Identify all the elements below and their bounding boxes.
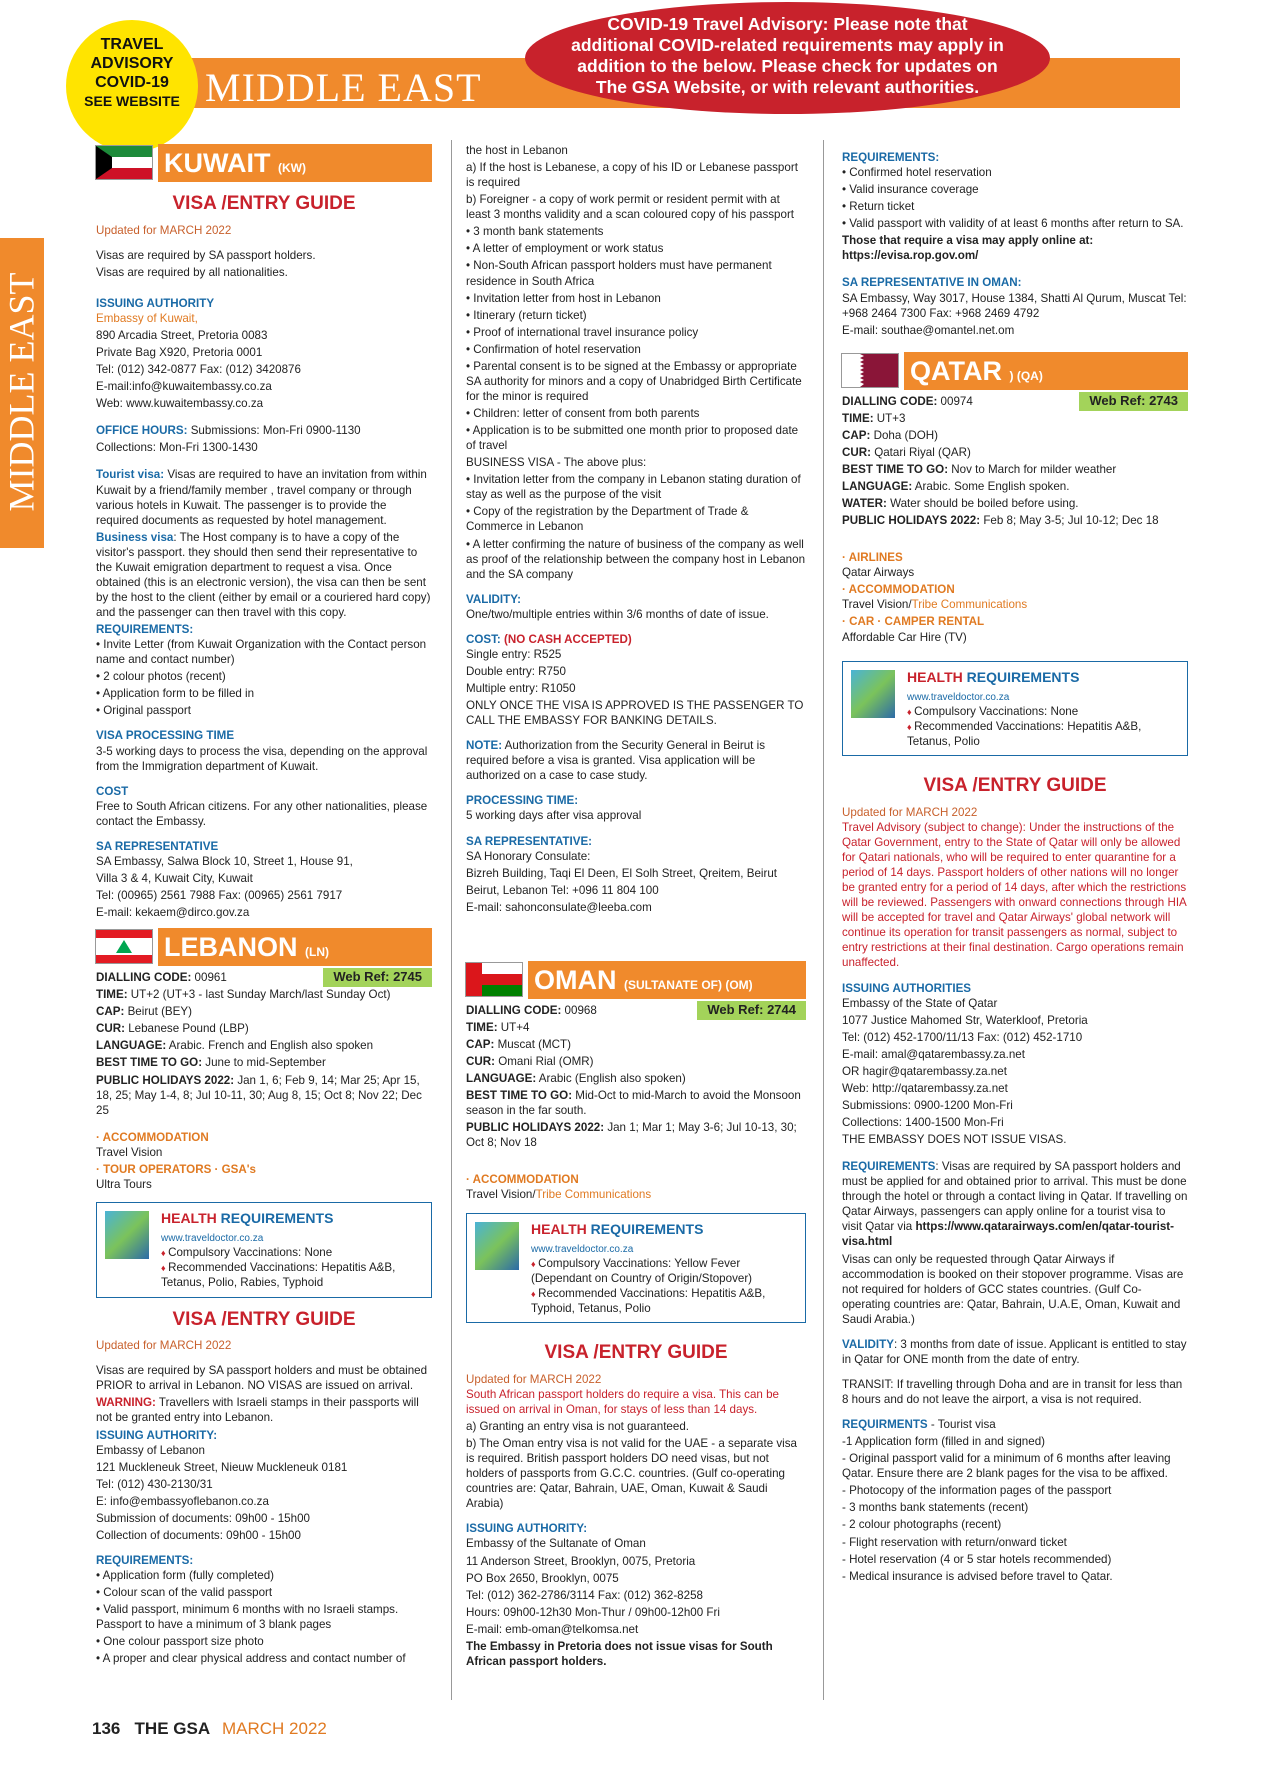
text: E-mail:info@kuwaitembassy.co.za	[96, 380, 272, 394]
office-hours	[96, 423, 432, 438]
section-label: · ACCOMMODATION	[96, 1130, 209, 1144]
text: Tel: (012) 362-2786/3114 Fax: (012) 362-8258	[466, 1588, 703, 1602]
fact-value: 00974	[937, 394, 973, 408]
text: Visas are required by SA passport holders.	[96, 248, 316, 262]
list-item: -1 Application form (filled in and signed)	[842, 1435, 1045, 1449]
text: Embassy of Kuwait,	[96, 311, 198, 325]
health-box	[842, 661, 1188, 757]
list-item: • Return ticket	[842, 200, 915, 214]
text: Authorization from the Security General in Beirut is required before a visa is granted. Visa application will be authorized on a case to case study.	[466, 739, 765, 783]
issue-date: MARCH 2022	[222, 1719, 327, 1738]
lebanon-flag-icon	[96, 930, 152, 963]
text: a) If the host is Lebanese, a copy of his ID or Lebanese passport is required	[466, 161, 798, 190]
fact-label: DIALLING CODE:	[842, 394, 938, 408]
text: Single entry: R525	[466, 647, 562, 661]
fact-label: CAP:	[96, 1005, 125, 1019]
updated-date: Updated for MARCH 2022	[96, 223, 232, 237]
list-item: • Parental consent is to be signed at the Embassy or appropriate SA authority for minors and a copy of Unabridged Birth Certificate for the minor is required	[466, 359, 802, 403]
text: Double entry: R750	[466, 664, 566, 678]
page-footer	[92, 1718, 210, 1740]
text: E-mail: amal@qatarembassy.za.net	[842, 1047, 1025, 1061]
fact-value: June to mid-September	[202, 1056, 326, 1070]
fact-value: Doha (DOH)	[870, 428, 938, 442]
text: b) The Oman entry visa is not valid for the UAE - a separate visa is required. British passport holders DO need visas, but not holders of passports from G.C.C. countries. (Gulf co-operating countries are: Qatar, Bahrain, UAE, Oman, Kuwait & Saudi Arabia)	[466, 1437, 797, 1511]
fact-label: TIME:	[842, 411, 874, 425]
fact-label: BEST TIME TO GO:	[842, 462, 949, 476]
section-label: COST	[96, 784, 129, 798]
list-item: • Non-South African passport holders must have permanent residence in South Africa	[466, 259, 772, 288]
section-label: ISSUING AUTHORITY:	[466, 1522, 588, 1536]
column-divider	[823, 140, 824, 1700]
list-item: - 3 months bank statements (recent)	[842, 1501, 1029, 1515]
kuwait-title: KUWAIT (KW)	[158, 144, 432, 182]
covid-badge	[66, 20, 198, 152]
fact-label: PUBLIC HOLIDAYS 2022:	[842, 514, 981, 528]
badge-line: TRAVEL	[100, 36, 164, 53]
list-item: • Original passport	[96, 704, 191, 718]
fact-label: WATER:	[842, 497, 887, 511]
list-item: • Application form (fully completed)	[96, 1569, 275, 1582]
text: South African passport holders do require a visa. This can be issued on arrival in Oman, for stays of less than 14 days.	[466, 1387, 779, 1416]
fact-label: CUR:	[96, 1022, 125, 1036]
fact-value: 00968	[561, 1003, 597, 1017]
fact-label: CUR:	[466, 1055, 495, 1068]
text: Ultra Tours	[96, 1177, 152, 1191]
updated-date: Updated for MARCH 2022	[842, 805, 978, 819]
text: - Tourist visa	[927, 1418, 996, 1432]
health-title: HEALTH REQUIREMENTS www.traveldoctor.co.za	[907, 668, 1080, 703]
fact-value: 00961	[191, 971, 227, 985]
fact-value: UT+3	[873, 411, 906, 425]
section-label: VISA PROCESSING TIME	[96, 729, 235, 743]
fact-label: CAP:	[466, 1037, 495, 1051]
text: SA Embassy, Salwa Block 10, Street 1, House 91,	[96, 854, 353, 868]
list-item: - Hotel reservation (4 or 5 star hotels recommended)	[842, 1552, 1112, 1566]
text: 5 working days after visa approval	[466, 809, 642, 823]
list-item: • A letter confirming the nature of business of the company as well as proof of the relationship between the company host in Lebanon and the SA company	[466, 537, 806, 581]
oman-facts	[466, 1003, 806, 1151]
visa-guide-title: VISA /ENTRY GUIDE	[172, 1308, 356, 1330]
text: Visas are required by all nationalities.	[96, 265, 288, 279]
fact-label: TIME:	[466, 1020, 498, 1034]
text: Beirut, Lebanon Tel: +096 11 804 100	[466, 883, 659, 897]
fact-label: PUBLIC HOLIDAYS 2022:	[466, 1121, 605, 1135]
list-item: • Confirmed hotel reservation	[842, 166, 992, 180]
list-item: • Application form to be filled in	[96, 687, 255, 701]
list-item: ♦ Compulsory Vaccinations: None	[907, 704, 1179, 719]
cost-heading: COST: (NO CASH ACCEPTED)	[466, 632, 632, 646]
text: 890 Arcadia Street, Pretoria 0083	[96, 329, 268, 342]
section-label: SA REPRESENTATIVE	[96, 839, 219, 853]
list-item: • Invitation letter from host in Lebanon	[466, 291, 661, 305]
visa-guide-title: VISA /ENTRY GUIDE	[544, 1342, 728, 1364]
text: The Embassy in Pretoria does not issue visas for South African passport holders.	[466, 1639, 773, 1668]
fact-value: Jan 1, 6; Feb 9, 14; Mar 25; Apr 15, 18, 25; May 1-4, 8; Jul 10-11, 30; Aug 8, 15; Oct 8; Nov 22; Dec 25	[96, 1073, 422, 1117]
text: PO Box 2650, Brooklyn, 0075	[466, 1571, 619, 1585]
note	[466, 738, 806, 783]
text: Web: www.kuwaitembassy.co.za	[96, 397, 264, 411]
text: Tel: (012) 342-0877 Fax: (012) 3420876	[96, 363, 301, 377]
list-item: • One colour passport size photo	[96, 1635, 264, 1649]
list-item: • Valid passport, minimum 6 months with no Israeli stamps. Passport to have a minimum of 3 blank pages	[96, 1603, 399, 1632]
text: One/two/multiple entries within 3/6 months of date of issue.	[466, 607, 769, 621]
section-label: NOTE:	[466, 739, 503, 753]
health-title: HEALTH REQUIREMENTS www.traveldoctor.co.za	[531, 1220, 704, 1255]
visa-link[interactable]: https://www.qatarairways.com/en/qatar-tourist-visa.html	[842, 1220, 1174, 1249]
visa-guide-title: VISA /ENTRY GUIDE	[923, 775, 1107, 797]
list-item: • 3 month bank statements	[466, 225, 604, 239]
section-label: VALIDITY:	[466, 592, 521, 606]
text: BUSINESS VISA - The above plus:	[466, 456, 647, 470]
warning	[96, 1395, 432, 1425]
fact-label: CAP:	[842, 428, 871, 442]
section-label: REQUIRMENTS	[842, 1418, 928, 1432]
section-label: PROCESSING TIME:	[466, 794, 579, 808]
text: Submissions: Mon-Fri 0900-1130	[190, 424, 361, 438]
web-ref: Web Ref: 2745	[323, 968, 432, 987]
fact-value: UT+4	[497, 1020, 530, 1034]
text: Visas can only be requested through Qatar Airways if accommodation is booked on their stopover programme. Visas are not required for holders of GCC states countries. (Gulf Co-operating countries are: Qatar, Bahrain, U.A.E, Oman, Kuwait and Saudi Arabia.)	[842, 1252, 1184, 1326]
text: TRANSIT: If travelling through Doha and are in transit for less than 8 hours and do not leave the airport, a visa is not required.	[842, 1377, 1183, 1406]
text: E-mail: southae@omantel.net.om	[842, 323, 1015, 337]
list-item: • Children: letter of consent from both parents	[466, 407, 700, 420]
text: OR hagir@qatarembassy.za.net	[842, 1064, 1007, 1078]
fact-label: LANGUAGE:	[466, 1072, 537, 1086]
section-label: REQUIREMENTS	[842, 1160, 936, 1174]
text: Visas are required by SA passport holders and must be obtained PRIOR to arrival in Lebanon. NO VISAS are issued on arrival.	[96, 1364, 428, 1393]
text: SA Honorary Consulate:	[466, 849, 591, 863]
health-title: HEALTH REQUIREMENTS www.traveldoctor.co.za	[161, 1209, 334, 1245]
text: 1077 Justice Mahomed Str, Waterkloof, Pretoria	[842, 1013, 1088, 1027]
text: E: info@embassyoflebanon.co.za	[96, 1494, 269, 1508]
fact-value: UT+2 (UT+3 - last Sunday March/last Sunday Oct)	[127, 988, 391, 1002]
section-label: ISSUING AUTHORITIES	[842, 981, 972, 995]
section-label: · CAR · CAMPER RENTAL	[842, 615, 985, 629]
list-item: ♦ Recommended Vaccinations: Hepatitis A&B, Tetanus, Polio, Rabies, Typhoid	[161, 1260, 423, 1290]
list-item: • A proper and clear physical address and contact number of	[96, 1652, 406, 1666]
updated-date: Updated for MARCH 2022	[96, 1339, 232, 1353]
fact-value: Beirut (BEY)	[124, 1005, 192, 1019]
text: Hours: 09h00-12h30 Mon-Thur / 09h00-12h00 Fri	[466, 1605, 720, 1619]
fact-label: BEST TIME TO GO:	[466, 1089, 573, 1103]
list-item: • 2 colour photos (recent)	[96, 670, 226, 684]
text: a) Granting an entry visa is not guaranteed.	[466, 1420, 689, 1433]
web-ref: Web Ref: 2743	[1079, 392, 1188, 411]
qatar-requirements	[842, 1159, 1188, 1249]
lebanon-title: LEBANON (LN)	[158, 928, 432, 966]
warning-label: WARNING:	[96, 1396, 156, 1410]
fact-label: LANGUAGE:	[96, 1039, 167, 1053]
list-item: • Application is to be submitted one month prior to proposed date of travel	[466, 424, 799, 453]
list-item: - Original passport valid for a minimum of 6 months after leaving Qatar. Ensure there are 2 blank pages for the visa to be affixed.	[842, 1452, 1171, 1481]
fact-value: Arabic. French and English also spoken	[166, 1039, 374, 1053]
validity	[842, 1337, 1188, 1367]
section-label: SA REPRESENTATIVE IN OMAN:	[842, 276, 1022, 290]
fact-value: Omani Rial (OMR)	[494, 1055, 594, 1068]
badge-line: ADVISORY	[90, 55, 174, 72]
fact-value: Arabic (English also spoken)	[536, 1072, 686, 1086]
business-visa	[96, 530, 432, 620]
fact-value: Jan 1; Mar 1; May 3-6; Jul 10-13, 30; Oct 8; Nov 18	[466, 1121, 797, 1150]
travel-advisory: Travel Advisory (subject to change): Under the instructions of the Qatar Government, entry to the State of Qatar will only be allowed for Qatari nationals, who will be required to enter quarantine for a period of 14 days. Passport holders of other nations will no longer be granted entry for a period of 14 days, after which the restrictions will be reviewed. Passengers with onward connections through HIA will be accepted for travel and Qatar Airways' global network will continue its operation for transit passengers as normal, subject to entry restrictions at their final destination. Cargo operations remain unaffected.	[842, 820, 1187, 970]
text: Bizreh Building, Taqi El Deen, El Solh Street, Qreitem, Beirut	[466, 866, 778, 880]
oman-flag-icon	[466, 963, 522, 996]
side-tab-label: MIDDLE EAST	[1, 272, 42, 512]
text: Affordable Car Hire (TV)	[842, 630, 967, 644]
visa-guide-title: VISA /ENTRY GUIDE	[172, 193, 356, 214]
section-label: OFFICE HOURS:	[96, 424, 188, 438]
section-label: ISSUING AUTHORITY	[96, 296, 215, 310]
health-box	[96, 1202, 432, 1298]
accommodation: Travel Vision/Tribe Communications	[466, 1188, 652, 1202]
text: : 3 months from date of issue. Applicant is entitled to stay in Qatar for ONE month from the date of entry.	[842, 1337, 1187, 1366]
covid-notice: COVID-19 Travel Advisory: Please note that additional COVID-related requirements may apply in addition to the below. Please check for updates on The GSA Website, or with relevant authorities.	[525, 2, 1050, 114]
text: Villa 3 & 4, Kuwait City, Kuwait	[96, 871, 253, 885]
section-label: · ACCOMMODATION	[842, 583, 955, 597]
fact-value: Arabic. Some English spoken.	[912, 480, 1070, 493]
list-item: • Proof of international travel insurance policy	[466, 325, 699, 339]
list-item: ♦ Compulsory Vaccinations: None	[161, 1245, 423, 1260]
oman-title: OMAN (SULTANATE OF) (OM)	[528, 961, 806, 999]
list-item: ♦ Recommended Vaccinations: Hepatitis A&B, Tetanus, Polio	[907, 719, 1179, 749]
fact-value: Feb 8; May 3-5; Jul 10-12; Dec 18	[980, 514, 1159, 528]
text: Free to South African citizens. For any other nationalities, please contact the Embassy.	[96, 799, 428, 828]
column-divider	[451, 140, 452, 1700]
text: Qatar Airways	[842, 566, 915, 580]
fact-label: LANGUAGE:	[842, 480, 913, 493]
section-label: REQUIREMENTS:	[96, 623, 194, 637]
fact-label: CUR:	[842, 445, 871, 459]
kuwait-banner	[96, 144, 432, 182]
list-item: - 2 colour photographs (recent)	[842, 1518, 1002, 1532]
text: Collection of documents: 09h00 - 15h00	[96, 1528, 301, 1542]
section-label: VALIDITY	[842, 1337, 894, 1351]
list-item: - Photocopy of the information pages of the passport	[842, 1484, 1112, 1498]
text: ONLY ONCE THE VISA IS APPROVED IS THE PASSENGER TO CALL THE EMBASSY FOR BANKING DETAILS.	[466, 699, 804, 728]
text: Private Bag X920, Pretoria 0001	[96, 346, 263, 360]
text: Tel: (012) 430-2130/31	[96, 1477, 213, 1491]
tourist-visa	[96, 467, 432, 527]
text: E-mail: sahonconsulate@leeba.com	[466, 900, 652, 914]
text: : The Host company is to have a copy of the visitor's passport. they should then send their representative to the Kuwait emigration department to request a visa. Once obtained (this is an electronic version), the visa can then be sent by the host to the client (either by email or a couriered hard copy) and the passenger can then travel with this copy.	[96, 530, 431, 619]
fact-label: PUBLIC HOLIDAYS 2022:	[96, 1073, 235, 1087]
tourist-requirements	[842, 1417, 1188, 1432]
section-label: REQUIREMENTS:	[842, 151, 940, 164]
text: 121 Muckleneuk Street, Nieuw Muckleneuk 0181	[96, 1460, 348, 1474]
list-item: ♦ Compulsory Vaccinations: Yellow Fever (Dependant on Country of Origin/Stopover)	[531, 1256, 797, 1286]
text: SA Embassy, Way 3017, House 1384, Shatti Al Qurum, Muscat Tel: +968 2464 7300 Fax: +968 2469 4792	[842, 291, 1187, 320]
list-item: • Invite Letter (from Kuwait Organization with the Contact person name and contact number)	[96, 638, 427, 667]
lebanon-banner	[96, 928, 432, 966]
list-item: • Valid insurance coverage	[842, 183, 979, 197]
column-2	[466, 143, 806, 1671]
badge-line: COVID-19	[95, 74, 169, 91]
travel-doctor-logo	[851, 670, 895, 718]
fact-label: DIALLING CODE:	[96, 971, 192, 985]
text: Multiple entry: R1050	[466, 682, 576, 695]
fact-value: Mid-Oct to mid-March to avoid the Monsoon season in the far south.	[466, 1089, 801, 1118]
list-item: • Valid passport with validity of at least 6 months after return to SA.	[842, 217, 1184, 231]
text: Travellers with Israeli stamps in their passports will not be granted entry into Lebanon.	[96, 1396, 419, 1425]
list-item: • A letter of employment or work status	[466, 242, 664, 256]
section-label: · ACCOMMODATION	[466, 1173, 579, 1187]
section-label: · AIRLINES	[842, 551, 903, 565]
fact-value: Water should be boiled before using.	[886, 497, 1079, 511]
list-item: • Confirmation of hotel reservation	[466, 342, 641, 356]
text: Embassy of the State of Qatar	[842, 996, 998, 1010]
text: Web: http://qatarembassy.za.net	[842, 1081, 1008, 1095]
section-label: Business visa	[96, 530, 174, 544]
lebanon-facts	[96, 970, 432, 1118]
qatar-banner	[842, 352, 1188, 390]
web-ref: Web Ref: 2744	[697, 1001, 806, 1020]
travel-doctor-logo	[105, 1211, 149, 1259]
oman-banner	[466, 961, 806, 999]
text: Embassy of Lebanon	[96, 1443, 205, 1457]
section-label: ISSUING AUTHORITY:	[96, 1428, 218, 1442]
section-label: · TOUR OPERATORS · GSA's	[96, 1162, 256, 1176]
kuwait-flag-icon	[96, 146, 152, 179]
travel-doctor-logo	[475, 1222, 519, 1270]
list-item: • Colour scan of the valid passport	[96, 1586, 273, 1600]
text: E-mail: kekaem@dirco.gov.za	[96, 906, 250, 920]
text: 11 Anderson Street, Brooklyn, 0075, Pretoria	[466, 1554, 696, 1568]
section-label: Tourist visa:	[96, 468, 165, 482]
accommodation: Travel Vision/Tribe Communications	[842, 598, 1028, 612]
fact-value: Nov to March for milder weather	[948, 462, 1117, 476]
text: : Visas are required by SA passport holders and must be applied for and obtained prior to arrival. This must be done through the hotel or through a contact living in Qatar. If travelling on Qatar Airways, passengers can apply online for a tourist visa to visit Qatar via	[842, 1160, 1188, 1234]
region-title: MIDDLE EAST	[205, 65, 482, 110]
text: Tel: (00965) 2561 7988 Fax: (00965) 2561 7917	[96, 889, 343, 902]
text: THE EMBASSY DOES NOT ISSUE VISAS.	[842, 1133, 1067, 1147]
text: Visas are required to have an invitation from within Kuwait by a friend/family member , travel company or through various hotels in Kuwait. The passenger is to provide the required documents as requested by hotel management.	[96, 468, 427, 527]
fact-label: DIALLING CODE:	[466, 1003, 562, 1017]
fact-label: TIME:	[96, 988, 128, 1002]
text: the host in Lebanon	[466, 144, 568, 157]
column-3	[842, 150, 1188, 1586]
health-box	[466, 1213, 806, 1324]
qatar-title: QATAR ) (QA)	[904, 352, 1188, 390]
fact-value: Lebanese Pound (LBP)	[124, 1022, 249, 1036]
text: Collections: Mon-Fri 1300-1430	[96, 441, 258, 455]
text: Those that require a visa may apply online at: https://evisa.rop.gov.om/	[842, 234, 1094, 263]
column-1	[96, 138, 432, 1668]
qatar-flag-icon	[842, 354, 898, 387]
publication-name: THE GSA	[134, 1719, 211, 1738]
list-item: - Flight reservation with return/onward ticket	[842, 1535, 1067, 1549]
badge-line: SEE WEBSITE	[84, 93, 180, 109]
updated-date: Updated for MARCH 2022	[466, 1372, 602, 1386]
text: E-mail: emb-oman@telkomsa.net	[466, 1622, 639, 1636]
text: Embassy of the Sultanate of Oman	[466, 1537, 646, 1551]
text: 3-5 working days to process the visa, depending on the approval from the Immigration department of Kuwait.	[96, 744, 428, 773]
section-label: SA REPRESENTATIVE:	[466, 834, 593, 848]
fact-value: Muscat (MCT)	[494, 1037, 571, 1051]
text: Travel Vision	[96, 1145, 163, 1159]
text: Submission of documents: 09h00 - 15h00	[96, 1511, 310, 1525]
text: Submissions: 0900-1200 Mon-Fri	[842, 1098, 1013, 1112]
text: Collections: 1400-1500 Mon-Fri	[842, 1116, 1004, 1129]
list-item: • Copy of the registration by the Department of Trade & Commerce in Lebanon	[466, 505, 749, 534]
text: Tel: (012) 452-1700/11/13 Fax: (012) 452-1710	[842, 1030, 1083, 1044]
list-item: • Itinerary (return ticket)	[466, 308, 587, 322]
section-label: REQUIREMENTS:	[96, 1553, 194, 1567]
list-item: ♦ Recommended Vaccinations: Hepatitis A&B, Typhoid, Tetanus, Polio	[531, 1286, 797, 1316]
fact-value: Qatari Riyal (QAR)	[870, 445, 971, 459]
qatar-facts	[842, 394, 1188, 529]
page-number: 136	[92, 1719, 121, 1738]
fact-label: BEST TIME TO GO:	[96, 1056, 203, 1070]
list-item: • Invitation letter from the company in Lebanon stating duration of stay as well as the purpose of the visit	[466, 473, 801, 502]
text: b) Foreigner - a copy of work permit or resident permit with at least 3 months validity and a scan coloured copy of his passport	[466, 193, 795, 222]
list-item: - Medical insurance is advised before travel to Qatar.	[842, 1569, 1113, 1583]
